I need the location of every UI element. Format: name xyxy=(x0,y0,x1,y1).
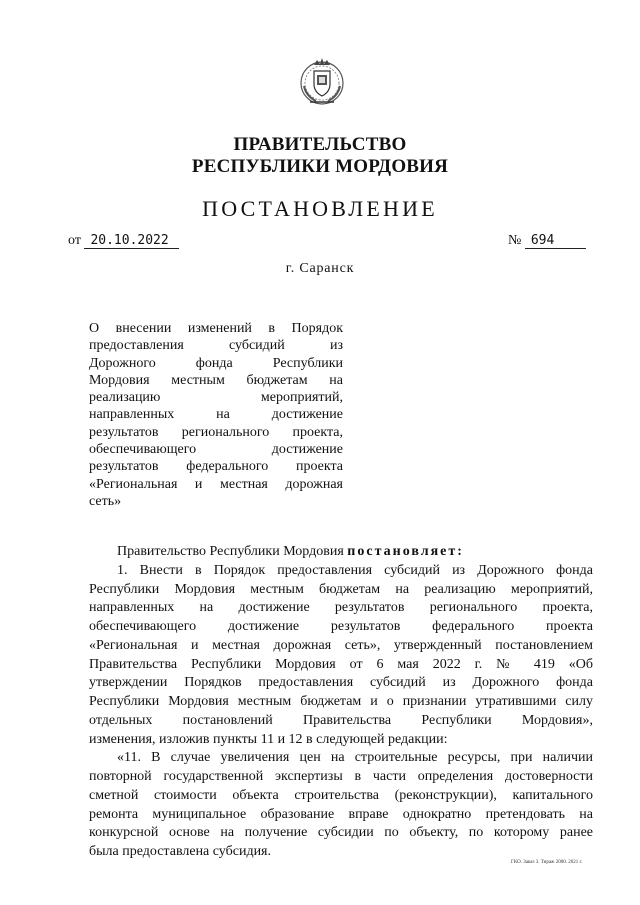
body-line: изменения, изложив пункты 11 и 12 в следующей редакции: xyxy=(89,731,448,747)
title-line: предоставления субсидий из xyxy=(89,338,343,354)
body-line: обеспечивающего достижение результатов федерального проекта xyxy=(89,619,593,634)
body-line: «11. В случае увеличения цен на строительные ресурсы, при наличии xyxy=(117,750,593,766)
body-line: утверждении Порядков предоставления субсидий из Дорожного фонда xyxy=(89,675,593,691)
document-body xyxy=(89,543,593,862)
title-line: Мордовия местным бюджетам на xyxy=(89,372,343,388)
body-line: отдельных постановлений Правительства Республики Мордовия», xyxy=(89,712,593,728)
number-prefix: № xyxy=(508,233,522,248)
body-line: «Региональная и местная дорожная сеть», утвержденный постановлением xyxy=(89,637,593,653)
intro-action: постановляет: xyxy=(347,544,464,559)
intro-text: Правительство Республики Мордовия xyxy=(117,544,344,559)
body-line: Республики Мордовия местным бюджетам и о признании утратившими силу xyxy=(89,694,593,709)
title-line: обеспечивающего достижение xyxy=(89,442,343,458)
date-prefix: от xyxy=(68,233,81,248)
title-line: направленных на достижение xyxy=(89,407,343,423)
body-intro xyxy=(89,543,593,562)
body-line: Правительства Республики Мордовия от 6 мая 2022 г. № 419 «Об xyxy=(89,656,593,672)
title-line: результатов федерального проекта xyxy=(89,459,343,475)
org-name-line2: РЕСПУБЛИКИ МОРДОВИЯ xyxy=(191,156,449,177)
number-line xyxy=(508,233,586,249)
coat-of-arms-icon xyxy=(296,56,348,106)
title-line: «Региональная и местная дорожная xyxy=(89,476,343,492)
title-line: О внесении изменений в Порядок xyxy=(89,321,343,336)
title-line: реализацию мероприятий, xyxy=(89,390,343,406)
document-date: 20.10.2022 xyxy=(84,233,178,249)
city-line: г. Саранск xyxy=(285,261,355,276)
title-line: Дорожного фонда Республики xyxy=(89,355,343,371)
document-type: ПОСТАНОВЛЕНИЕ xyxy=(202,196,438,221)
body-line: сметной стоимости объекта строительства (реконструкции), капитального xyxy=(89,787,593,803)
body-line: была предоставлена субсидия. xyxy=(89,844,271,859)
body-line: 1. Внести в Порядок предоставления субсидий из Дорожного фонда xyxy=(117,562,593,578)
document-title xyxy=(89,320,343,510)
body-line: Республики Мордовия местным бюджетам на реализацию мероприятий, xyxy=(89,581,593,597)
body-line: конкурсной основе на получение субсидии по объекту, по которому ранее xyxy=(89,825,593,841)
body-line: ремонта муниципальное образование вправе однократно претендовать на xyxy=(89,806,593,822)
body-line: направленных на достижение результатов регионального проекта, xyxy=(89,600,593,616)
title-line: сеть» xyxy=(89,493,122,509)
body-line: повторной государственной экспертизы в части определения достоверности xyxy=(89,769,593,784)
title-line: результатов регионального проекта, xyxy=(89,424,343,440)
document-number: 694 xyxy=(525,233,586,249)
date-line xyxy=(68,233,179,249)
org-name-line1: ПРАВИТЕЛЬСТВО xyxy=(233,134,407,155)
print-info: ГКО. Заказ 3. Тираж 2000. 2021 г. xyxy=(511,860,583,865)
